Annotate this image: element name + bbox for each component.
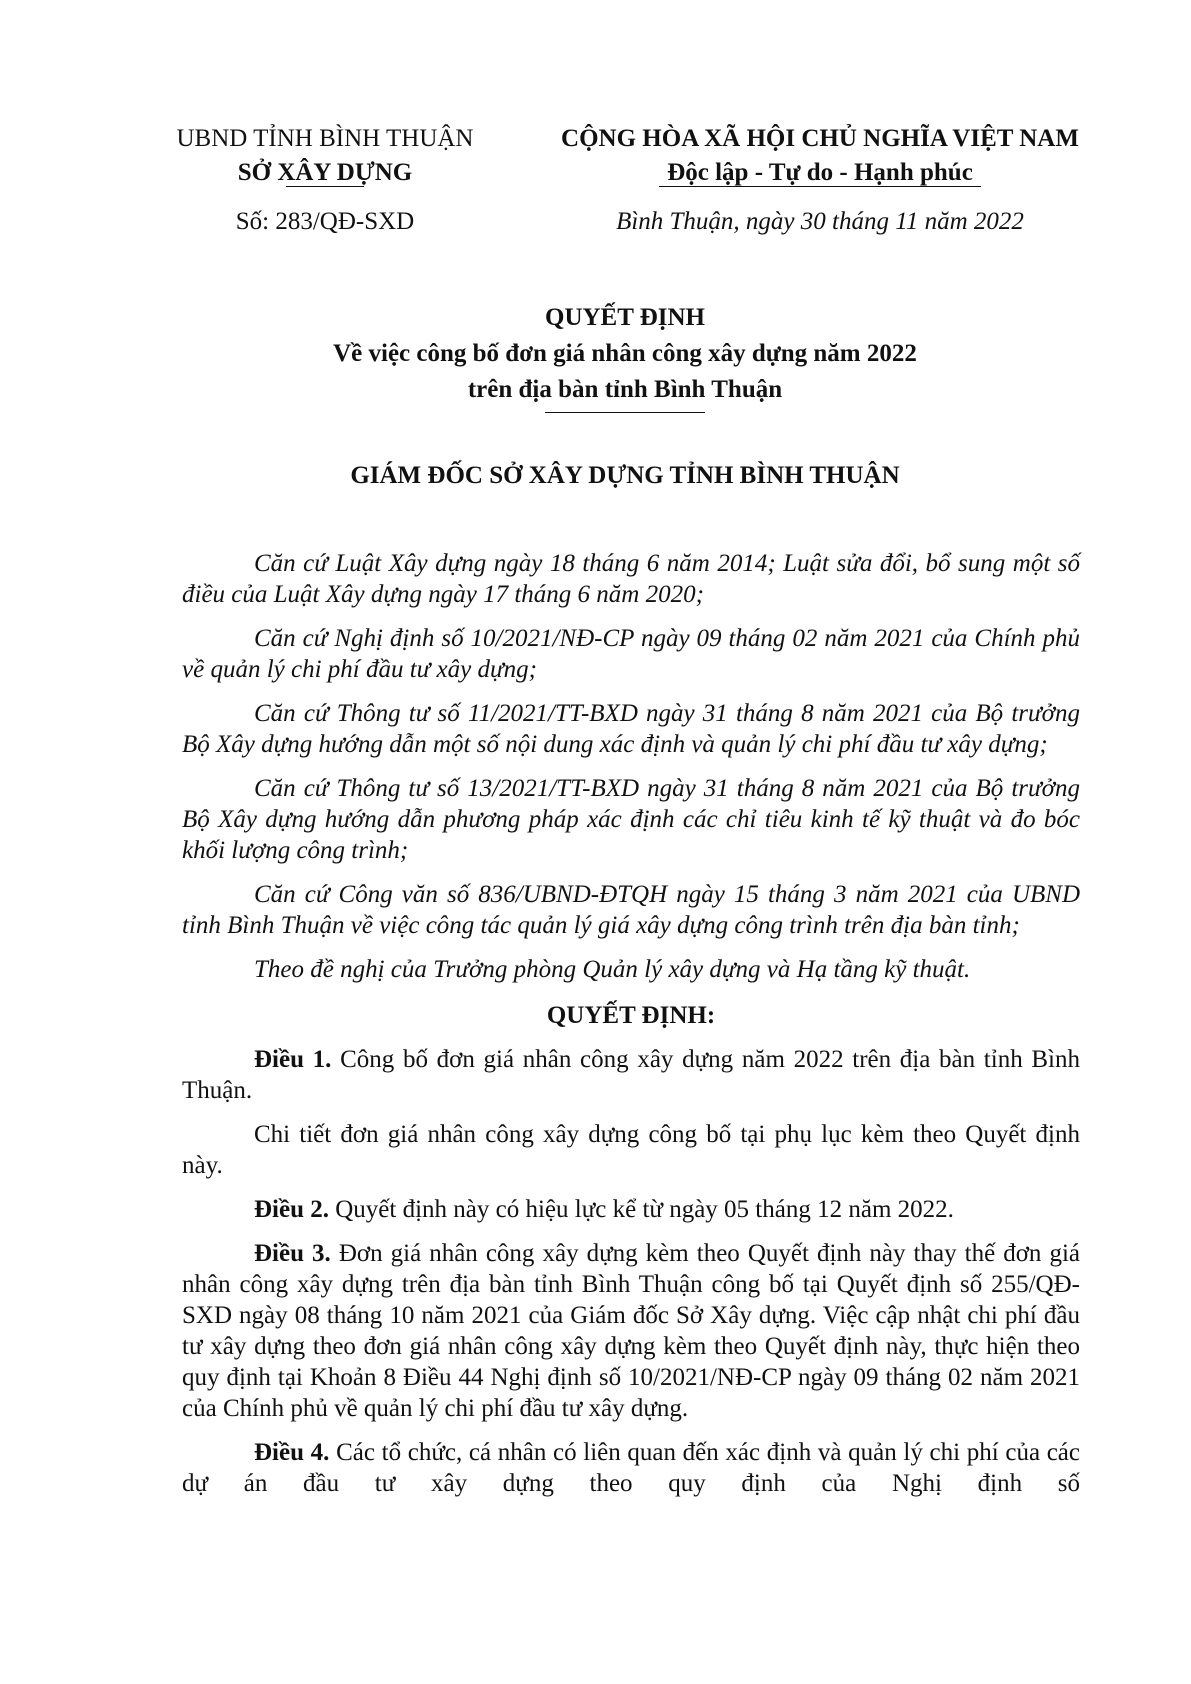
place-and-date: Bình Thuận, ngày 30 tháng 11 năm 2022 bbox=[616, 208, 1024, 235]
national-heading bbox=[560, 122, 1080, 187]
article-1-text: Công bố đơn giá nhân công xây dựng năm 2022 trên địa bàn tỉnh Bình Thuận. bbox=[182, 1046, 1080, 1104]
country-name: CỘNG HÒA XÃ HỘI CHỦ NGHĨA VIỆT NAM bbox=[561, 125, 1079, 152]
legal-basis-4: Căn cứ Thông tư số 13/2021/TT-BXD ngày 31 tháng 8 năm 2021 của Bộ trưởng Bộ Xây dựng hướng dẫn phương pháp xác định các chỉ tiêu kinh tế kỹ thuật và đo bóc khối lượng công trình; bbox=[182, 775, 1080, 864]
title-block bbox=[170, 300, 1080, 413]
agency-parent: UBND TỈNH BÌNH THUẬN bbox=[176, 125, 474, 152]
article-2-text: Quyết định này có hiệu lực kể từ ngày 05 tháng 12 năm 2022. bbox=[329, 1196, 954, 1223]
legal-basis-5: Căn cứ Công văn số 836/UBND-ĐTQH ngày 15 tháng 3 năm 2021 của UBND tỉnh Bình Thuận về việc công tác quản lý giá xây dựng công trình trên địa bàn tỉnh; bbox=[182, 881, 1080, 939]
article-2-label: Điều 2. bbox=[254, 1196, 329, 1223]
article-4 bbox=[182, 1437, 1080, 1499]
article-3-label: Điều 3. bbox=[254, 1240, 331, 1267]
title-underline bbox=[545, 412, 705, 413]
article-3-text: Đơn giá nhân công xây dựng kèm theo Quyết định này thay thế đơn giá nhân công xây dựng trên địa bàn tỉnh Bình Thuận công bố tại Quyết định số 255/QĐ-SXD ngày 08 tháng 10 năm 2021 của Giám đốc Sở Xây dựng. Việc cập nhật chi phí đầu tư xây dựng theo đơn giá nhân công xây dựng kèm theo Quyết định này, thực hiện theo quy định tại Khoản 8 Điều 44 Nghị định số 10/2021/NĐ-CP ngày 09 tháng 02 năm 2021 của Chính phủ về quản lý chi phí đầu tư xây dựng. bbox=[182, 1240, 1081, 1422]
title-line-2: trên địa bàn tỉnh Bình Thuận bbox=[467, 376, 783, 403]
document-body bbox=[182, 548, 1080, 1512]
document-type: QUYẾT ĐỊNH bbox=[545, 304, 705, 331]
document-number: Số: 283/QĐ-SXD bbox=[235, 208, 415, 235]
legal-basis-6: Theo đề nghị của Trưởng phòng Quản lý xây dựng và Hạ tầng kỹ thuật. bbox=[254, 956, 971, 983]
article-4-label: Điều 4. bbox=[254, 1439, 330, 1466]
national-motto: Độc lập - Tự do - Hạnh phúc bbox=[667, 159, 973, 186]
article-4-text: Các tổ chức, cá nhân có liên quan đến xác định và quản lý chi phí của các dự án đầu tư xây dựng theo quy định của Nghị định số bbox=[182, 1439, 1080, 1497]
legal-basis-1: Căn cứ Luật Xây dựng ngày 18 tháng 6 năm 2014; Luật sửa đổi, bổ sung một số điều của Luật Xây dựng ngày 17 tháng 6 năm 2020; bbox=[182, 550, 1080, 608]
issuer-heading: GIÁM ĐỐC SỞ XÂY DỰNG TỈNH BÌNH THUẬN bbox=[350, 462, 900, 489]
article-1-label: Điều 1. bbox=[254, 1046, 332, 1073]
agency-block bbox=[170, 122, 480, 187]
article-2 bbox=[182, 1194, 1080, 1225]
article-1-detail: Chi tiết đơn giá nhân công xây dựng công bố tại phụ lục kèm theo Quyết định này. bbox=[182, 1121, 1080, 1179]
legal-basis-2: Căn cứ Nghị định số 10/2021/NĐ-CP ngày 09 tháng 02 năm 2021 của Chính phủ về quản lý chi phí đầu tư xây dựng; bbox=[182, 625, 1080, 683]
title-line-1: Về việc công bố đơn giá nhân công xây dựng năm 2022 bbox=[333, 340, 917, 367]
decision-heading: QUYẾT ĐỊNH: bbox=[546, 1002, 716, 1029]
article-3 bbox=[182, 1238, 1080, 1424]
agency-name: SỞ XÂY DỰNG bbox=[237, 159, 413, 186]
article-1 bbox=[182, 1044, 1080, 1106]
legal-basis-3: Căn cứ Thông tư số 11/2021/TT-BXD ngày 31 tháng 8 năm 2021 của Bộ trưởng Bộ Xây dựng hướng dẫn một số nội dung xác định và quản lý chi phí đầu tư xây dựng; bbox=[182, 700, 1080, 758]
